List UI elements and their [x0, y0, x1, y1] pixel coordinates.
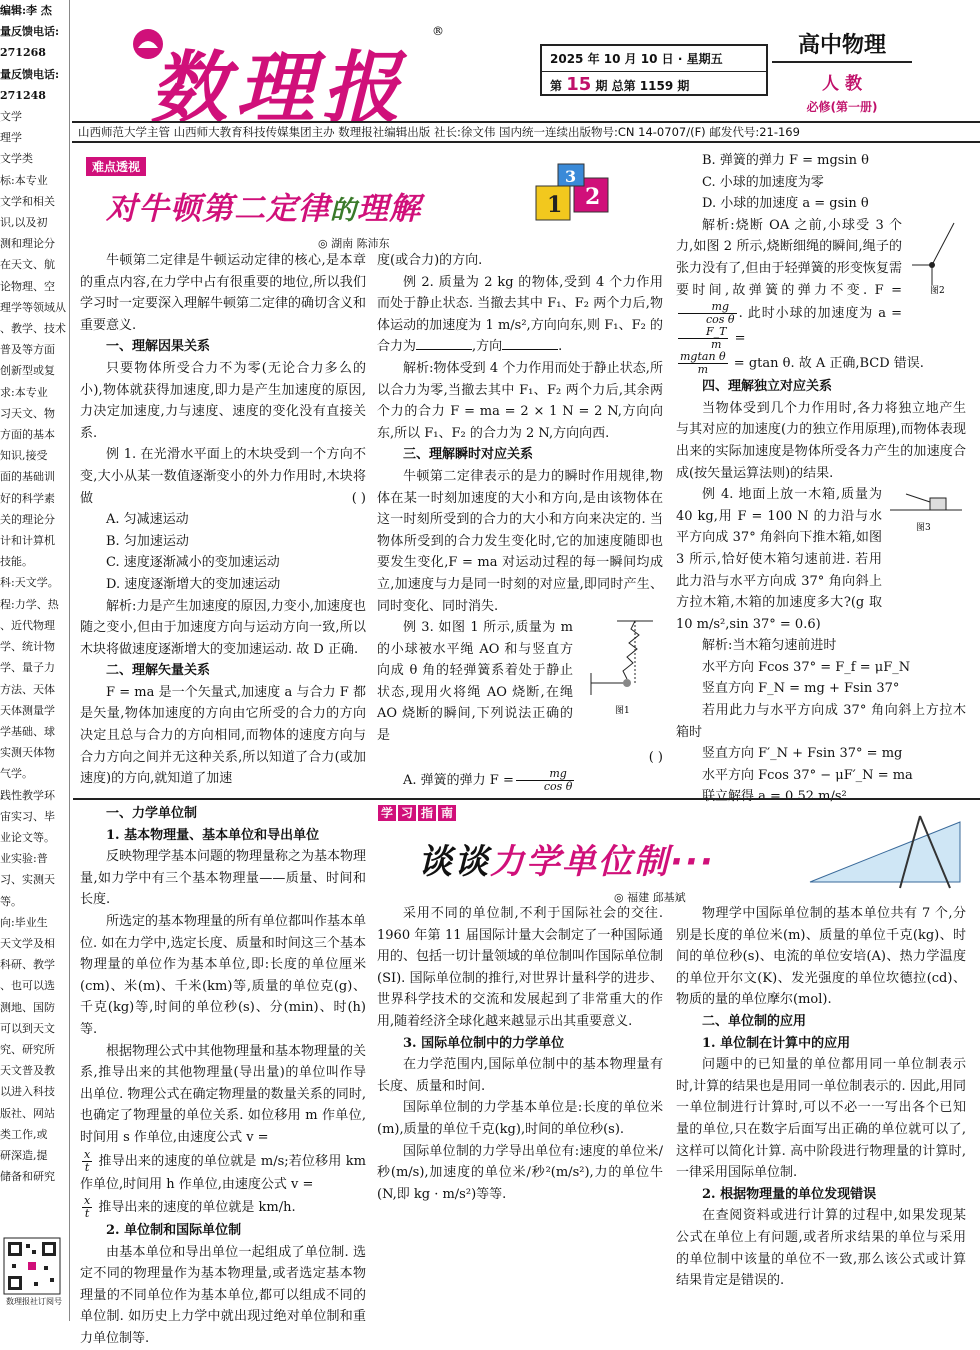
- sidebar-line: 业论文等。: [0, 830, 55, 844]
- sidebar-line: 论物理、空: [0, 279, 55, 293]
- sidebar-line: 创新型或复: [0, 364, 55, 378]
- qr-caption: 数理报社订阅号: [6, 1297, 62, 1306]
- option: C. 速度逐渐减小的变加速运动: [106, 555, 280, 571]
- example: 例 1. 在光滑水平面上的木块受到一个方向不变,大小从某一数值逐渐变小的外力作用时,木块将做 ( ): [80, 447, 366, 506]
- edition-label: 人 教: [822, 74, 862, 94]
- equation: 竖直方向 F′_N + Fsin 37° = mg: [702, 746, 903, 762]
- sidebar-line: 文学和相关: [0, 194, 55, 208]
- publisher-info-bar: 山西师范大学主管 山西师大教育科技传媒集团主办 数理报社编辑出版 社长:徐文伟 国内统一连续出版物号:CN 14-0707/(F) 邮发代号:21-169: [72, 121, 980, 143]
- equation: 联立解得 a = 0.52 m/s².: [702, 789, 851, 805]
- article1-column2: [377, 250, 663, 793]
- sidebar-line: 气学。: [0, 767, 33, 781]
- paragraph: 国际单位制的力学基本单位是:长度的单位米(m),质量的单位千克(kg),时间的单位秒(s).: [377, 1100, 663, 1137]
- sidebar-line: 量反馈电话:: [0, 67, 60, 81]
- sidebar-line: 计和计算机: [0, 534, 55, 548]
- paragraph: 只要物体所受合力不为零(无论合力多么的小),物体就获得加速度,即力是产生加速度的原因,力决定加速度,力与速度、速度的变化没有直接关系.: [80, 360, 366, 441]
- article2-column3: [676, 903, 966, 1292]
- sidebar-line: 知识,接受: [0, 449, 48, 463]
- sidebar-line: 可以到天文: [0, 1021, 55, 1035]
- sidebar-line: 践性教学环: [0, 788, 55, 802]
- equation: 水平方向 Fcos 37° = F_f = μF_N: [702, 659, 911, 675]
- sidebar-line: 、也可以选: [0, 979, 55, 993]
- paragraph: 当物体受到几个力作用时,各力将独立地产生与其对应的加速度(力的独立作用原理),而物体表现出来的实际加速度是物体所受各力产生的加速度合成(按矢量运算法则)的结果.: [676, 400, 966, 481]
- left-sidebar: [0, 0, 70, 1321]
- sub-heading: 2. 根据物理量的单位发现错误: [702, 1186, 877, 1202]
- option: D. 速度逐渐增大的变加速运动: [106, 576, 281, 592]
- number-cubes-icon: [530, 160, 622, 238]
- sidebar-line: 版社、网站: [0, 1106, 55, 1120]
- paren: ( ): [648, 749, 663, 765]
- sidebar-line: 普及等方面: [0, 343, 55, 357]
- sub-heading: 3. 国际单位制中的力学单位: [403, 1035, 565, 1051]
- sub-heading: 1. 基本物理量、基本单位和导出单位: [106, 827, 320, 843]
- sidebar-line: 关的理论分: [0, 512, 55, 526]
- article2-column2: [377, 903, 663, 1205]
- paragraph: 反映物理学基本问题的物理量称之为基本物理量,如力学中有三个基本物理量——质量、时间和长度.: [80, 849, 367, 908]
- article2-column1: [80, 803, 366, 1350]
- sidebar-line: 、教学、技术: [0, 322, 66, 336]
- paragraph: 物理学中国际单位制的基本单位共有 7 个,分别是长度的单位米(m)、质量的单位千克(kg)、时间的单位秒(s)、电流的单位安培(A)、热力学温度的单位开尔文(K)、发光强度的单位坎德拉(cd)、物质的量的单位摩尔(mol).: [676, 906, 966, 1008]
- subject-block: [772, 28, 912, 115]
- sidebar-line: 学基础、球: [0, 724, 55, 738]
- example: 例 3. 如图 1 所示,质量为 m 的小球被水平绳 AO 和与竖直方向成 θ 角的轻弹簧系着处于静止状态,现用火将绳 AO 烧断,在绳 AO 烧断的瞬间,下列说法正确的是: [377, 620, 573, 744]
- subject-title: 高中物理: [772, 28, 912, 63]
- article1-kicker: 难点透视: [86, 157, 146, 176]
- section-heading: 三、理解瞬时对应关系: [403, 447, 534, 463]
- paragraph: F = ma 是一个矢量式,加速度 a 与合力 F 都是矢量,物体加速度的方向由它所受的合力的方向决定且总与合力的方向相同,而物体的速度方向与合力方向之间并无这种关系,所以知道了合力(或加速度)的方向,就知道了加速: [80, 684, 366, 787]
- example: 例 2. 质量为 2 kg 的物体,受到 4 个力作用而处于静止状态. 当撤去其中 F₁、F₂ 两个力后,物体运动的加速度为 1 m/s²,方向向东,则 F₁、F₂ 的合力为 ,方向 .: [377, 274, 663, 355]
- section-heading: 一、理解因果关系: [106, 339, 211, 355]
- article2-title: 谈谈力学单位制···: [418, 842, 715, 882]
- option: B. 弹簧的弹力 F = mgsin θ: [702, 153, 869, 168]
- fig2-caption: 图2: [930, 285, 945, 296]
- section-heading: 一、力学单位制: [106, 806, 198, 821]
- paragraph: 问题中的已知量的单位都用同一单位制表示时,计算的结果也是用同一单位制表示的. 因此,用同一单位制进行计算时,可以不必一一写出各个已知量的单位,只在数字后面写出正确的单位就可以了,这样可以简化计算. 高中阶段进行物理量的计算时,一律采用国际单位制.: [676, 1057, 966, 1181]
- sidebar-line: 研深造,提: [0, 1148, 48, 1162]
- sidebar-line: 科:天文学。: [0, 576, 59, 590]
- cube-1: 1: [547, 192, 563, 218]
- solution: 若用此力与水平方向成 37° 角向斜上方拉木箱时: [676, 703, 966, 740]
- section-heading: 二、单位制的应用: [702, 1013, 807, 1029]
- sidebar-line: 理学: [0, 131, 22, 145]
- paragraph: 牛顿第二定律是牛顿运动定律的核心,是本章的重点内容,在力学中占有很重要的地位,所以我们学习时一定要深入理解牛顿第二定律的确切含义和重要意义.: [80, 253, 367, 333]
- sidebar-line: 求:本专业: [0, 385, 48, 399]
- sidebar-line: 天文普及教: [0, 1064, 55, 1078]
- sidebar-line: 类工作,或: [0, 1127, 48, 1141]
- sidebar-line: 科研、教学: [0, 958, 55, 972]
- paragraph: 由基本单位和导出单位一起组成了单位制. 选定不同的物理量作为基本物理量,或者选定基本物理量的不同单位作为基本单位,都可以组成不同的单位制. 如历史上力学中就出现过绝对单位制和重力单位制等.: [80, 1244, 366, 1347]
- paragraph: 所选定的基本物理量的所有单位都叫作基本单位. 如在力学中,选定长度、质量和时间这三个基本物理量的单位作为基本单位,即:长度的单位厘米(cm)、米(m)、千米(km)等,质量的单位克(g)、千克(kg)等,时间的单位秒(s)、分(min)、时(h)等.: [80, 913, 367, 1037]
- sidebar-line: 业实验:普: [0, 852, 48, 866]
- qr-code-icon[interactable]: [4, 1238, 60, 1294]
- sidebar-line: 在天文、航: [0, 258, 55, 272]
- sidebar-line: 天文学及相: [0, 936, 55, 950]
- sidebar-line: 天体测量学: [0, 703, 55, 717]
- sidebar-line: 标:本专业: [0, 173, 48, 187]
- cube-2: 2: [585, 184, 601, 210]
- sidebar-line: 识,以及初: [0, 216, 48, 230]
- solution: 解析:力是产生加速度的原因,力变小,加速度也随之变小,但由于加速度方向与运动方向一致,所以木块将做速度逐渐增大的变加速运动. 故 D 正确.: [80, 598, 366, 657]
- section-heading: 四、理解独立对应关系: [702, 379, 833, 395]
- sidebar-line: 文学类: [0, 152, 33, 166]
- option: B. 匀加速运动: [106, 533, 189, 549]
- figure3-box-diagram: [886, 486, 966, 536]
- sidebar-line: 方面的基本: [0, 428, 55, 442]
- sidebar-line: 好的科学素: [0, 491, 55, 505]
- sidebar-line: 程:力学、热: [0, 597, 59, 611]
- paragraph: $\frac{x}{t}$ 推导出来的速度的单位就是 km/h.: [84, 1194, 296, 1221]
- paragraph: 牛顿第二定律表示的是力的瞬时作用规律,物体在某一时刻加速度的大小和方向,是由该物体在这一时刻所受到的合力的大小和方向来决定的. 当物体所受到的合力发生变化时,它的加速度随即也要发生变化,F = ma 对运动过程的每一瞬间均成立,加速度与力是同一时刻的对应量,即同时产生、同时变化、同时消失.: [377, 468, 663, 614]
- option: A. 弹簧的弹力 F = $\frac{mg}{\text{cos θ}}$: [403, 767, 573, 794]
- sidebar-line: 学、统计物: [0, 640, 55, 654]
- sidebar-line: 储备和研究: [0, 1170, 55, 1184]
- figure1-spring-diagram: [587, 617, 657, 717]
- sidebar-line: 编辑:李 杰: [0, 4, 52, 17]
- article1-column3: [676, 150, 966, 808]
- paragraph: $\frac{x}{t}$ 推导出来的速度的单位就是 m/s;若位移用 km 作单位,时间用 h 作单位,由速度公式 v =: [80, 1147, 366, 1192]
- option: C. 小球的加速度为零: [702, 174, 824, 190]
- example3-block: [377, 617, 663, 768]
- fig1-caption: 图1: [615, 706, 630, 717]
- sidebar-line: 宙实习、毕: [0, 809, 55, 823]
- equation: 竖直方向 F_N = mg + Fsin 37°: [702, 681, 900, 697]
- sidebar-line: 向:毕业生: [0, 915, 48, 929]
- registered-mark: ®: [432, 24, 444, 38]
- sidebar-line: 实测天体物: [0, 746, 55, 760]
- option: D. 小球的加速度 a = gsin θ: [702, 196, 869, 212]
- sub-heading: 1. 单位制在计算中的应用: [702, 1035, 851, 1051]
- logo-text: 数理报: [150, 44, 409, 134]
- article1-author: ◎ 湖南 陈沛东: [318, 237, 390, 250]
- example: 例 4. 地面上放一木箱,质量为 40 kg,用 F = 100 N 的力沿与水平方向成 37° 角斜向下推木箱,如图 3 所示,恰好使木箱匀速前进. 若用此力沿与水平方向成 37° 角向斜上方拉木箱,木箱的加速度多大?(g 取 10 m/s²,sin 37° = 0.6): [676, 487, 882, 632]
- solution3-block: [676, 215, 966, 351]
- solution: 解析:烧断 OA 之前,小球受 3 个力,如图 2 所示,烧断细绳的瞬间,绳子的张力没有了,但由于轻弹簧的形变恢复需要时间,故弹簧的弹力不变. F = $\frac{mg}{\text{cos θ}}$ . 此时小球的加速度为 a = $\frac{F\_T}{m}$ =: [676, 217, 902, 352]
- paragraph: 在力学范围内,国际单位制中的基本物理量有长度、质量和时间.: [377, 1057, 663, 1094]
- answer-blank: [502, 338, 558, 350]
- sidebar-line: 面的基础训: [0, 470, 55, 484]
- date-line: 2025 年 10 月 10 日 · 星期五: [550, 52, 723, 66]
- sidebar-line: 、近代物理: [0, 618, 55, 632]
- sidebar-line: 文学: [0, 110, 22, 124]
- book-label: 必修(第一册): [806, 100, 878, 114]
- article1-column1: [80, 250, 366, 790]
- sidebar-line: 习、实测天: [0, 873, 55, 887]
- article2-author: ◎ 福建 邱基斌: [614, 891, 686, 904]
- option: A. 匀减速运动: [106, 512, 189, 528]
- answer-blank: [416, 338, 472, 350]
- sidebar-line: 以进入科技: [0, 1085, 55, 1099]
- solution: 解析:当木箱匀速前进时: [702, 638, 837, 654]
- issue-line: 第 15 期 总第 1159 期: [542, 71, 766, 97]
- paragraph: 采用不同的单位制,不利于国际社会的交往. 1960 年第 11 届国际计量大会制定了一种国际通用的、包括一切计量领域的单位制叫作国际单位制(SI). 国际单位制的推行,对世界计量科学的进步、世界科学技术的交流和发展起到了非常重大的作用,随着经济全球化越来越显示出其重要意义.: [377, 906, 664, 1029]
- fig3-caption: 图3: [916, 523, 931, 534]
- paragraph: 度(或合力)的方向.: [377, 253, 483, 268]
- cube-3: 3: [565, 167, 577, 186]
- date-issue-box: [540, 44, 768, 96]
- equation: 水平方向 Fcos 37° − μF′_N = ma: [702, 767, 913, 783]
- solution-cont: $\frac{\text{mgtan θ}}{m}$ = gtan θ. 故 A 正确,BCD 错误.: [680, 350, 924, 377]
- ruler-compass-icon: [800, 812, 970, 892]
- example4-block: [676, 484, 966, 635]
- sidebar-line: 测地、国防: [0, 1000, 55, 1014]
- fraction: $\frac{mg}{\text{cos θ}}$: [516, 768, 575, 793]
- article2-kicker: 学 习 指 南: [378, 804, 458, 821]
- sidebar-line: 技能。: [0, 555, 33, 569]
- sidebar-line: 究、研究所: [0, 1042, 55, 1056]
- issue-number: 15: [566, 74, 592, 95]
- sidebar-line: 271248: [0, 88, 46, 102]
- sidebar-line: 271268: [0, 46, 46, 60]
- sidebar-line: 方法、天体: [0, 682, 55, 696]
- paragraph: 国际单位制的力学导出单位有:速度的单位米/秒(m/s),加速度的单位米/秒²(m/s²),力的单位牛(N,即 kg · m/s²)等等.: [377, 1143, 663, 1202]
- masthead-logo: [120, 18, 444, 134]
- sidebar-line: 学、量子力: [0, 661, 55, 675]
- section-heading: 二、理解矢量关系: [106, 663, 211, 679]
- solution: 解析:物体受到 4 个力作用而处于静止状态,所以合力为零,当撤去其中 F₁、F₂ 两个力后,其余两个力的合力 F = ma = 2 × 1 N = 2 N,方向向东,所以 F₁、F₂ 的合力为 2 N,方向向西.: [377, 360, 663, 441]
- sub-heading: 2. 单位制和国际单位制: [106, 1223, 242, 1239]
- article1-title: 对牛顿第二定律的理解: [106, 191, 422, 227]
- sidebar-line: 习天文、物: [0, 406, 55, 420]
- paragraph: 根据物理公式中其他物理量和基本物理量的关系,推导出来的其他物理量(导出量)的单位叫作导出单位. 物理公式在确定物理量的数量关系的同时,也确定了物理量的单位关系. 如位移用 m 作单位,时间用 s 作单位,由速度公式 v =: [80, 1043, 367, 1145]
- paragraph: 在查阅资料或进行计算的过程中,如果发现某公式在单位上有问题,或者所求结果的单位与采用的单位制中该量的单位不一致,那么该公式或计算结果肯定是错误的.: [676, 1208, 966, 1289]
- sidebar-line: 等。: [0, 894, 22, 908]
- sidebar-line: 理学等领域从: [0, 300, 66, 314]
- sidebar-line: 测和理论分: [0, 237, 55, 251]
- figure2-force-diagram: [908, 215, 966, 295]
- sidebar-line: 量反馈电话:: [0, 25, 60, 39]
